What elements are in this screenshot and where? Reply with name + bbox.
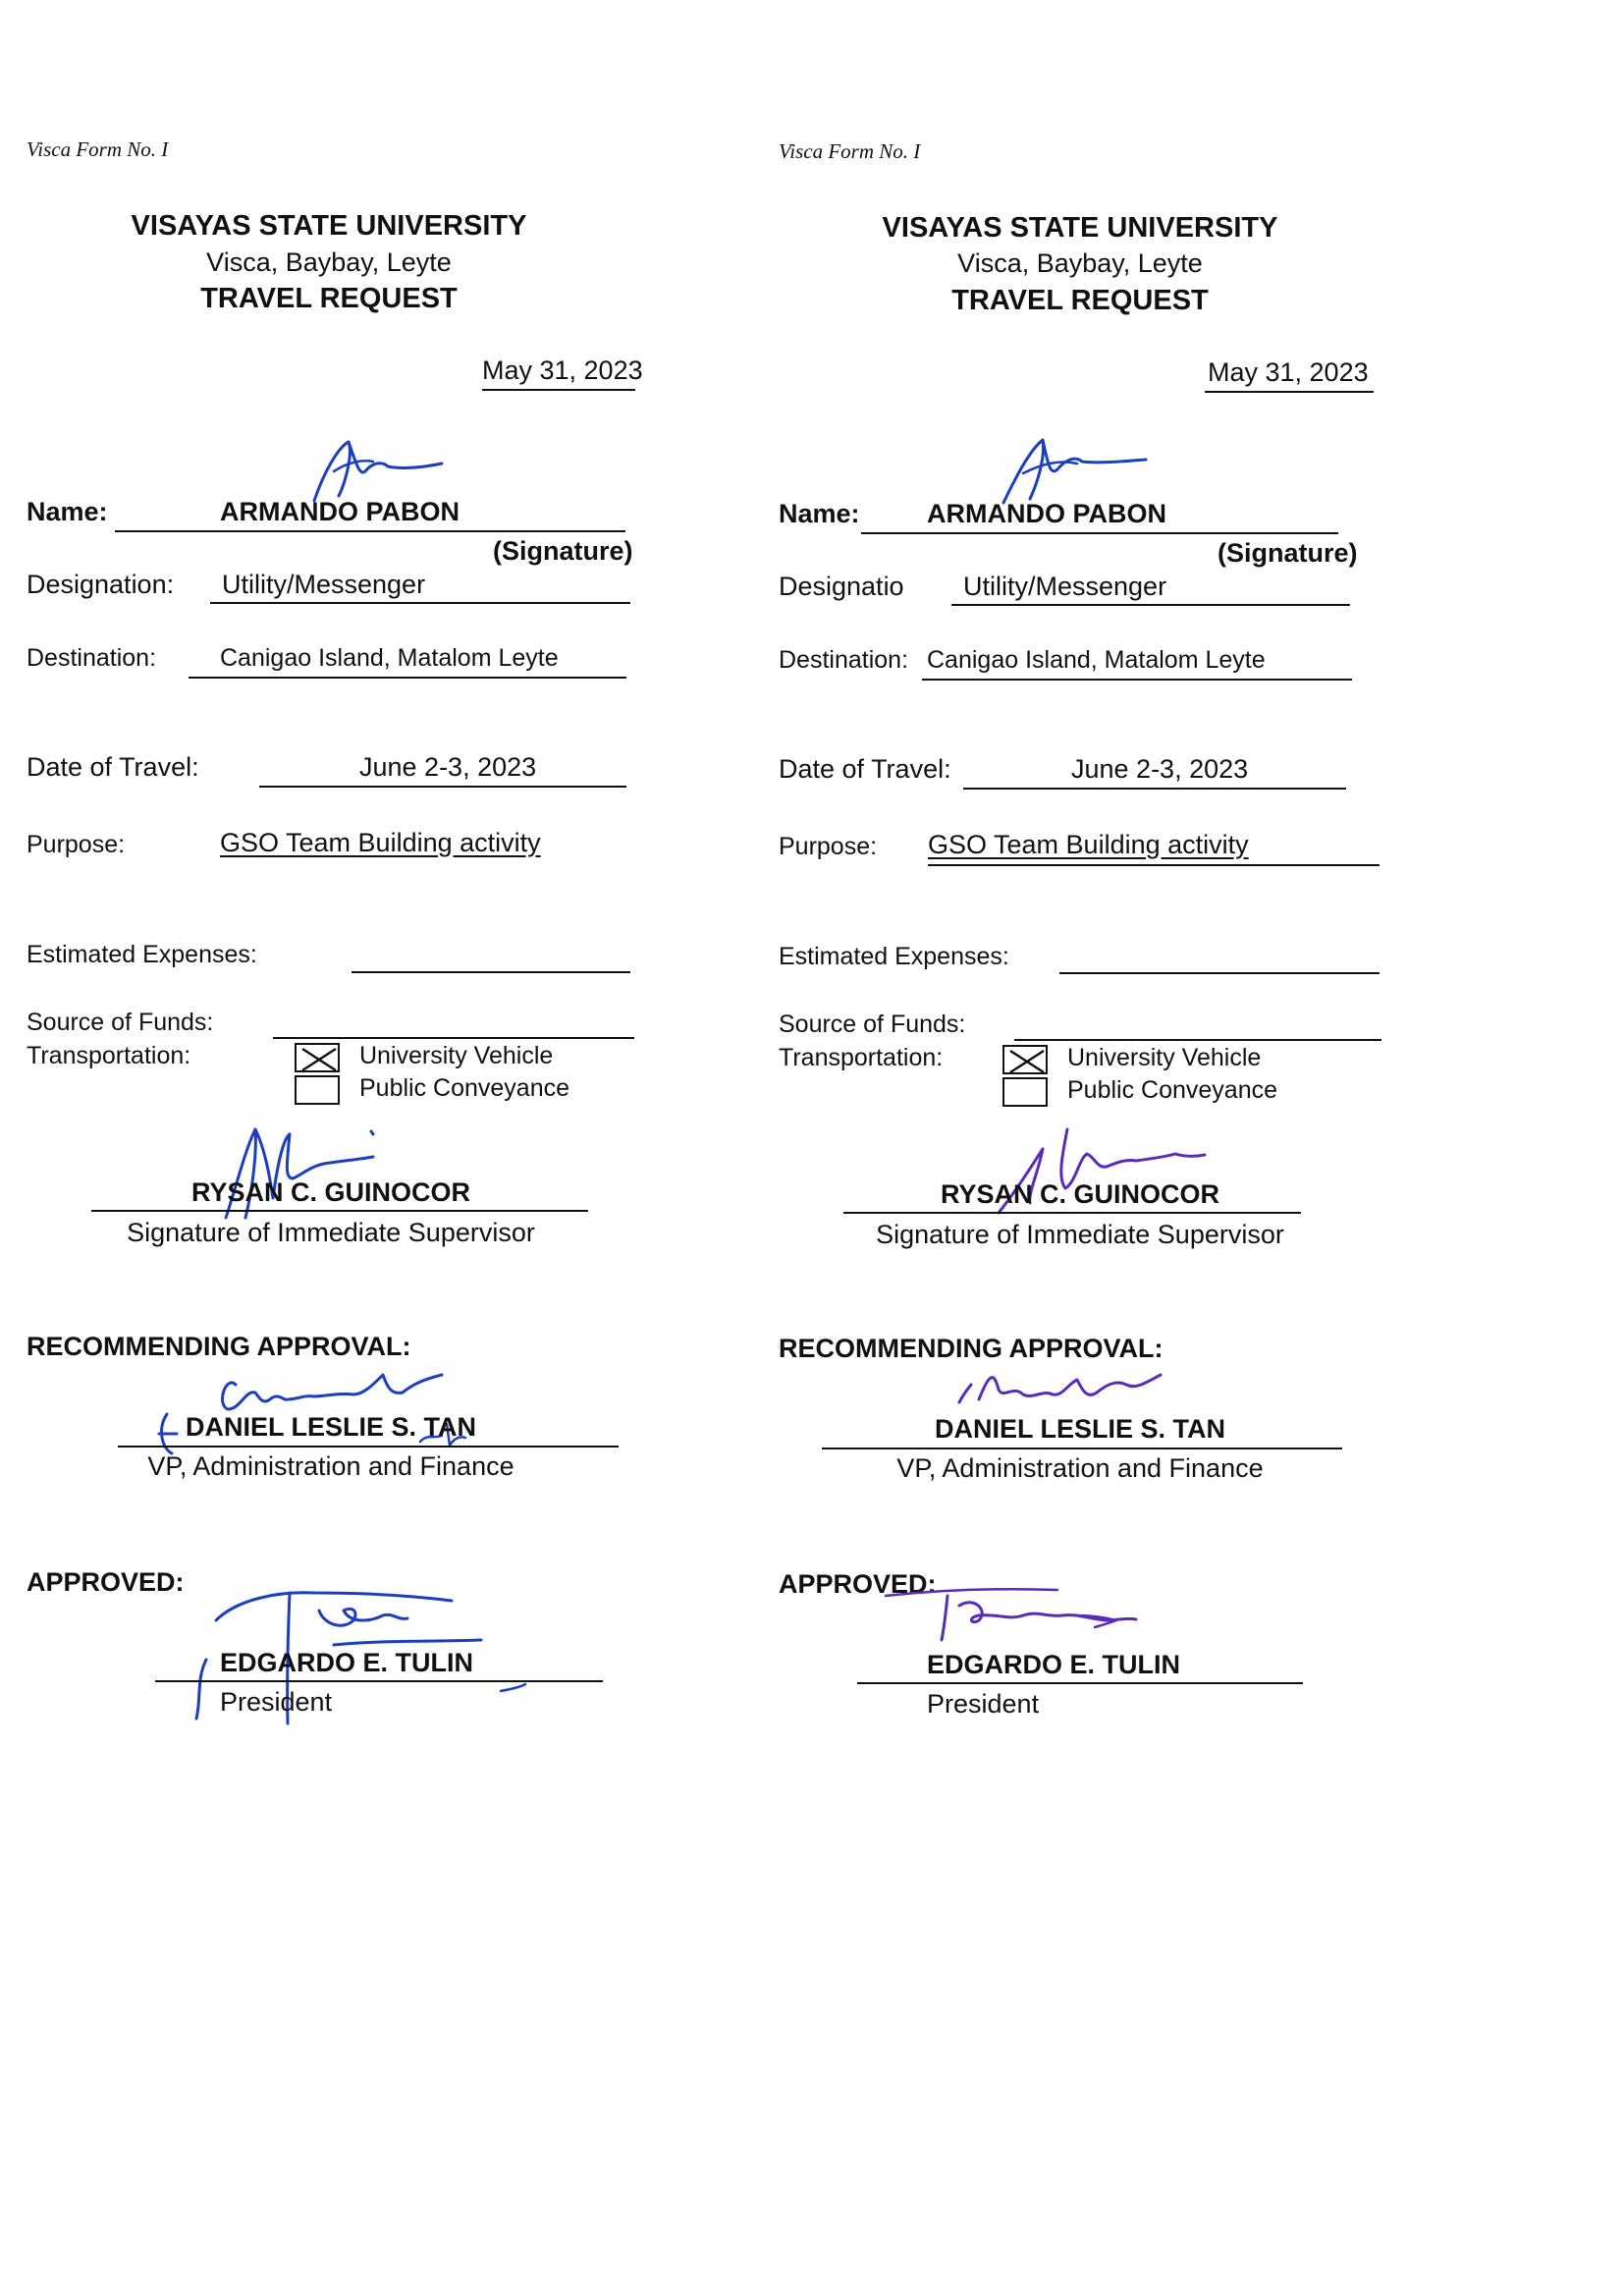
- transportation-label: Transportation:: [27, 1042, 191, 1069]
- estimated-expenses-underline: [1059, 972, 1380, 974]
- university-address: Visca, Baybay, Leyte: [206, 247, 452, 277]
- source-of-funds-underline: [273, 1037, 634, 1039]
- purpose-value: GSO Team Building activity: [928, 830, 1249, 859]
- approver-underline: [155, 1680, 603, 1682]
- university-vehicle-checkbox[interactable]: [295, 1043, 340, 1072]
- date-of-travel-value: June 2-3, 2023: [1071, 754, 1249, 784]
- destination-underline: [189, 677, 626, 679]
- public-conveyance-checkbox[interactable]: [295, 1075, 340, 1105]
- estimated-expenses-label: Estimated Expenses:: [779, 943, 1009, 970]
- request-date: May 31, 2023: [482, 355, 643, 385]
- signature-label: (Signature): [1218, 538, 1358, 568]
- designation-underline: [210, 602, 630, 604]
- university-address: Visca, Baybay, Leyte: [957, 248, 1203, 278]
- supervisor-caption: Signature of Immediate Supervisor: [127, 1218, 535, 1247]
- recommender-underline: [822, 1448, 1342, 1449]
- date-underline: [482, 389, 635, 391]
- designation-label: Designatio: [779, 572, 904, 601]
- recommender-underline: [118, 1446, 619, 1448]
- name-underline: [861, 532, 1338, 534]
- supervisor-name: RYSAN C. GUINOCOR: [190, 1177, 470, 1207]
- travel-request-form-left: [0, 0, 746, 2295]
- supervisor-caption: Signature of Immediate Supervisor: [876, 1220, 1284, 1249]
- estimated-expenses-underline: [352, 971, 630, 973]
- recommending-approval-label: RECOMMENDING APPROVAL:: [27, 1332, 411, 1361]
- university-vehicle-label: University Vehicle: [359, 1042, 554, 1069]
- approver-name: EDGARDO E. TULIN: [927, 1650, 1181, 1679]
- destination-label: Destination:: [27, 644, 157, 672]
- approved-label: APPROVED:: [779, 1569, 937, 1599]
- name-label: Name:: [27, 497, 108, 526]
- approver-underline: [857, 1682, 1303, 1684]
- university-vehicle-label: University Vehicle: [1067, 1044, 1262, 1071]
- recommending-approval-label: RECOMMENDING APPROVAL:: [779, 1334, 1164, 1363]
- university-vehicle-checkbox[interactable]: [1002, 1045, 1048, 1074]
- university-name: VISAYAS STATE UNIVERSITY: [131, 210, 527, 242]
- date-of-travel-label: Date of Travel:: [779, 754, 951, 784]
- name-value: ARMANDO PABON: [927, 499, 1166, 528]
- date-of-travel-label: Date of Travel:: [27, 752, 199, 782]
- destination-underline: [922, 679, 1352, 681]
- destination-value: Canigao Island, Matalom Leyte: [927, 646, 1266, 674]
- name-underline: [115, 530, 625, 532]
- approver-title: President: [927, 1689, 1040, 1719]
- designation-underline: [951, 604, 1350, 606]
- check-x-icon: [1004, 1047, 1050, 1076]
- date-of-travel-underline: [259, 786, 626, 788]
- public-conveyance-label: Public Conveyance: [1067, 1076, 1278, 1104]
- source-of-funds-label: Source of Funds:: [27, 1009, 214, 1036]
- approver-name: EDGARDO E. TULIN: [220, 1648, 474, 1677]
- source-of-funds-label: Source of Funds:: [779, 1011, 966, 1038]
- employee-signature: [295, 432, 452, 511]
- date-underline: [1205, 391, 1374, 393]
- public-conveyance-label: Public Conveyance: [359, 1074, 570, 1102]
- employee-signature: [989, 432, 1156, 511]
- approved-label: APPROVED:: [27, 1567, 185, 1597]
- signature-label: (Signature): [493, 536, 633, 566]
- date-of-travel-underline: [963, 788, 1346, 790]
- request-date: May 31, 2023: [1208, 357, 1369, 387]
- recommender-name: DANIEL LESLIE S. TAN: [934, 1414, 1226, 1444]
- public-conveyance-checkbox[interactable]: [1002, 1077, 1048, 1107]
- check-x-icon: [297, 1045, 342, 1074]
- travel-request-form-right: [753, 0, 1499, 2295]
- supervisor-underline: [843, 1212, 1301, 1214]
- recommender-title: VP, Administration and Finance: [896, 1453, 1264, 1483]
- purpose-value: GSO Team Building activity: [220, 828, 541, 857]
- form-number: Visca Form No. I: [27, 137, 169, 161]
- destination-label: Destination:: [779, 646, 909, 674]
- designation-label: Designation:: [27, 570, 175, 599]
- purpose-label: Purpose:: [779, 833, 878, 860]
- form-number: Visca Form No. I: [779, 139, 921, 163]
- recommender-title: VP, Administration and Finance: [147, 1451, 514, 1481]
- transportation-label: Transportation:: [779, 1044, 944, 1071]
- approver-signature: [881, 1576, 1195, 1655]
- date-of-travel-value: June 2-3, 2023: [359, 752, 537, 782]
- university-name: VISAYAS STATE UNIVERSITY: [882, 212, 1278, 244]
- purpose-underline: [928, 864, 1380, 866]
- name-label: Name:: [779, 499, 860, 528]
- destination-value: Canigao Island, Matalom Leyte: [220, 644, 559, 672]
- estimated-expenses-label: Estimated Expenses:: [27, 941, 257, 968]
- document-title: TRAVEL REQUEST: [200, 283, 458, 314]
- supervisor-name: RYSAN C. GUINOCOR: [940, 1179, 1219, 1209]
- source-of-funds-underline: [1014, 1039, 1381, 1041]
- document-title: TRAVEL REQUEST: [951, 285, 1209, 316]
- supervisor-underline: [91, 1210, 588, 1212]
- approver-title: President: [220, 1687, 333, 1717]
- recommender-name: DANIEL LESLIE S. TAN: [185, 1412, 477, 1442]
- designation-value: Utility/Messenger: [222, 570, 426, 599]
- designation-value: Utility/Messenger: [963, 572, 1167, 601]
- name-value: ARMANDO PABON: [220, 497, 460, 526]
- purpose-label: Purpose:: [27, 831, 126, 858]
